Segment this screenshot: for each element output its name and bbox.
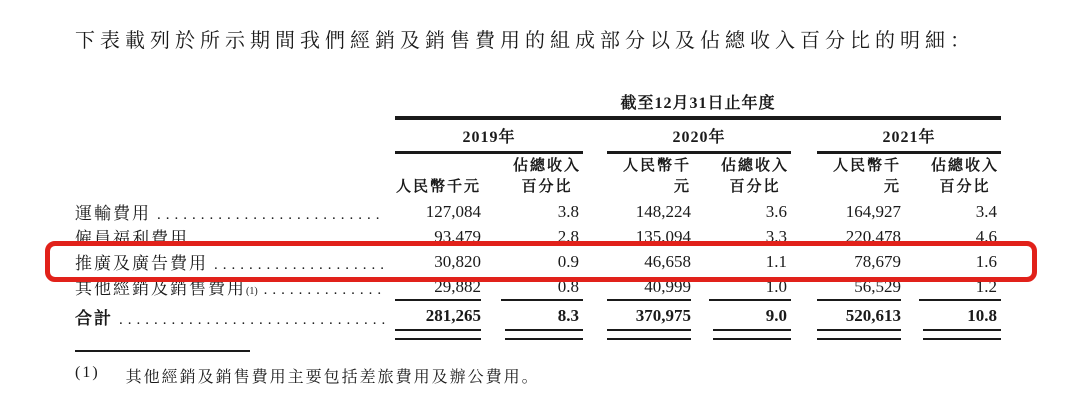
year-header-2020: 2020年 <box>607 118 791 153</box>
amount-header-2021: 人民幣千元 <box>832 158 901 195</box>
period-header-row <box>75 86 1001 118</box>
footnote <box>75 350 540 387</box>
value-cell: 10.8 <box>967 306 998 325</box>
value-cell: 370,975 <box>635 306 691 325</box>
dot-leader <box>195 232 385 249</box>
value-cell: 1.1 <box>765 251 787 271</box>
dot-leader <box>119 312 385 329</box>
row-label-cell <box>75 224 395 249</box>
value-cell: 135,094 <box>635 226 691 246</box>
row-label: 合計 <box>75 308 113 328</box>
single-rule <box>919 299 1001 301</box>
single-rule <box>501 299 583 301</box>
pct-header-2021: 佔總收入 百分比 <box>931 158 1000 195</box>
intro-text: 下表載列於所示期間我們經銷及銷售費用的組成部分以及佔總收入百分比的明細： <box>75 30 975 52</box>
double-rule <box>395 329 481 340</box>
double-rule <box>817 329 901 340</box>
single-rule <box>395 299 481 301</box>
row-label: 僱員福利費用 <box>75 229 189 248</box>
dot-leader <box>157 207 385 224</box>
column-header-row <box>75 153 1001 200</box>
value-cell: 520,613 <box>845 306 901 325</box>
row-label: 運輸費用 <box>75 204 151 223</box>
pct-header-2020: 佔總收入 百分比 <box>720 158 789 195</box>
footnote-marker: (1) <box>75 364 100 381</box>
value-cell: 127,084 <box>425 201 481 221</box>
value-cell: 3.3 <box>765 226 787 246</box>
table-row <box>75 199 1001 224</box>
single-rule <box>709 299 791 301</box>
value-cell: 1.6 <box>975 251 998 271</box>
row-label-cell <box>75 199 395 224</box>
footnote-rule <box>75 350 250 352</box>
row-label: 推廣及廣告費用 <box>75 254 208 273</box>
year-header-row <box>75 118 1001 153</box>
value-cell: 78,679 <box>854 251 901 271</box>
value-cell: 4.6 <box>975 226 998 246</box>
dot-leader <box>264 282 385 299</box>
value-cell: 1.2 <box>975 276 998 296</box>
footnote-ref-superscript: (1) <box>246 286 258 297</box>
row-label: 其他經銷及銷售費用 <box>75 279 246 298</box>
value-cell: 46,658 <box>644 251 691 271</box>
expenses-table <box>75 86 1001 343</box>
double-rule <box>923 329 1001 340</box>
table-body <box>75 199 1001 343</box>
amount-header-2020: 人民幣千元 <box>622 158 691 195</box>
double-rule <box>505 329 583 340</box>
value-cell: 29,882 <box>434 276 481 296</box>
value-cell: 9.0 <box>765 306 787 325</box>
table-row <box>75 224 1001 249</box>
value-cell: 3.8 <box>557 201 579 221</box>
double-rule <box>713 329 791 340</box>
value-cell: 0.9 <box>557 251 579 271</box>
value-cell: 2.8 <box>557 226 579 246</box>
row-label-cell <box>75 303 395 329</box>
footnote-line <box>75 364 540 387</box>
dot-leader <box>214 257 385 274</box>
value-cell: 148,224 <box>635 201 691 221</box>
year-header-2019: 2019年 <box>395 118 583 153</box>
single-rule <box>607 299 691 301</box>
value-cell: 30,820 <box>434 251 481 271</box>
value-cell: 1.0 <box>765 276 787 296</box>
value-cell: 56,529 <box>854 276 901 296</box>
year-header-2021: 2021年 <box>817 118 1001 153</box>
total-double-rule-row <box>75 329 1001 343</box>
footnote-text: 其他經銷及銷售費用主要包括差旅費用及辦公費用。 <box>125 369 540 386</box>
value-cell: 8.3 <box>557 306 579 325</box>
expenses-table-wrapper <box>75 86 1001 343</box>
value-cell: 0.8 <box>557 276 579 296</box>
table-row <box>75 274 1001 299</box>
pct-header-2019: 佔總收入 百分比 <box>512 158 581 195</box>
value-cell: 164,927 <box>845 201 901 221</box>
value-cell: 93,479 <box>434 226 481 246</box>
value-cell: 281,265 <box>425 306 481 325</box>
double-rule <box>607 329 691 340</box>
value-cell: 40,999 <box>644 276 691 296</box>
period-header: 截至12月31日止年度 <box>395 86 1001 118</box>
single-rule <box>817 299 901 301</box>
total-row <box>75 303 1001 329</box>
amount-header-2019: 人民幣千元 <box>395 179 481 195</box>
value-cell: 3.4 <box>975 201 998 221</box>
value-cell: 220,478 <box>845 226 901 246</box>
row-label-cell <box>75 249 395 274</box>
value-cell: 3.6 <box>765 201 787 221</box>
row-label-cell <box>75 274 395 299</box>
highlighted-row <box>75 249 1001 274</box>
